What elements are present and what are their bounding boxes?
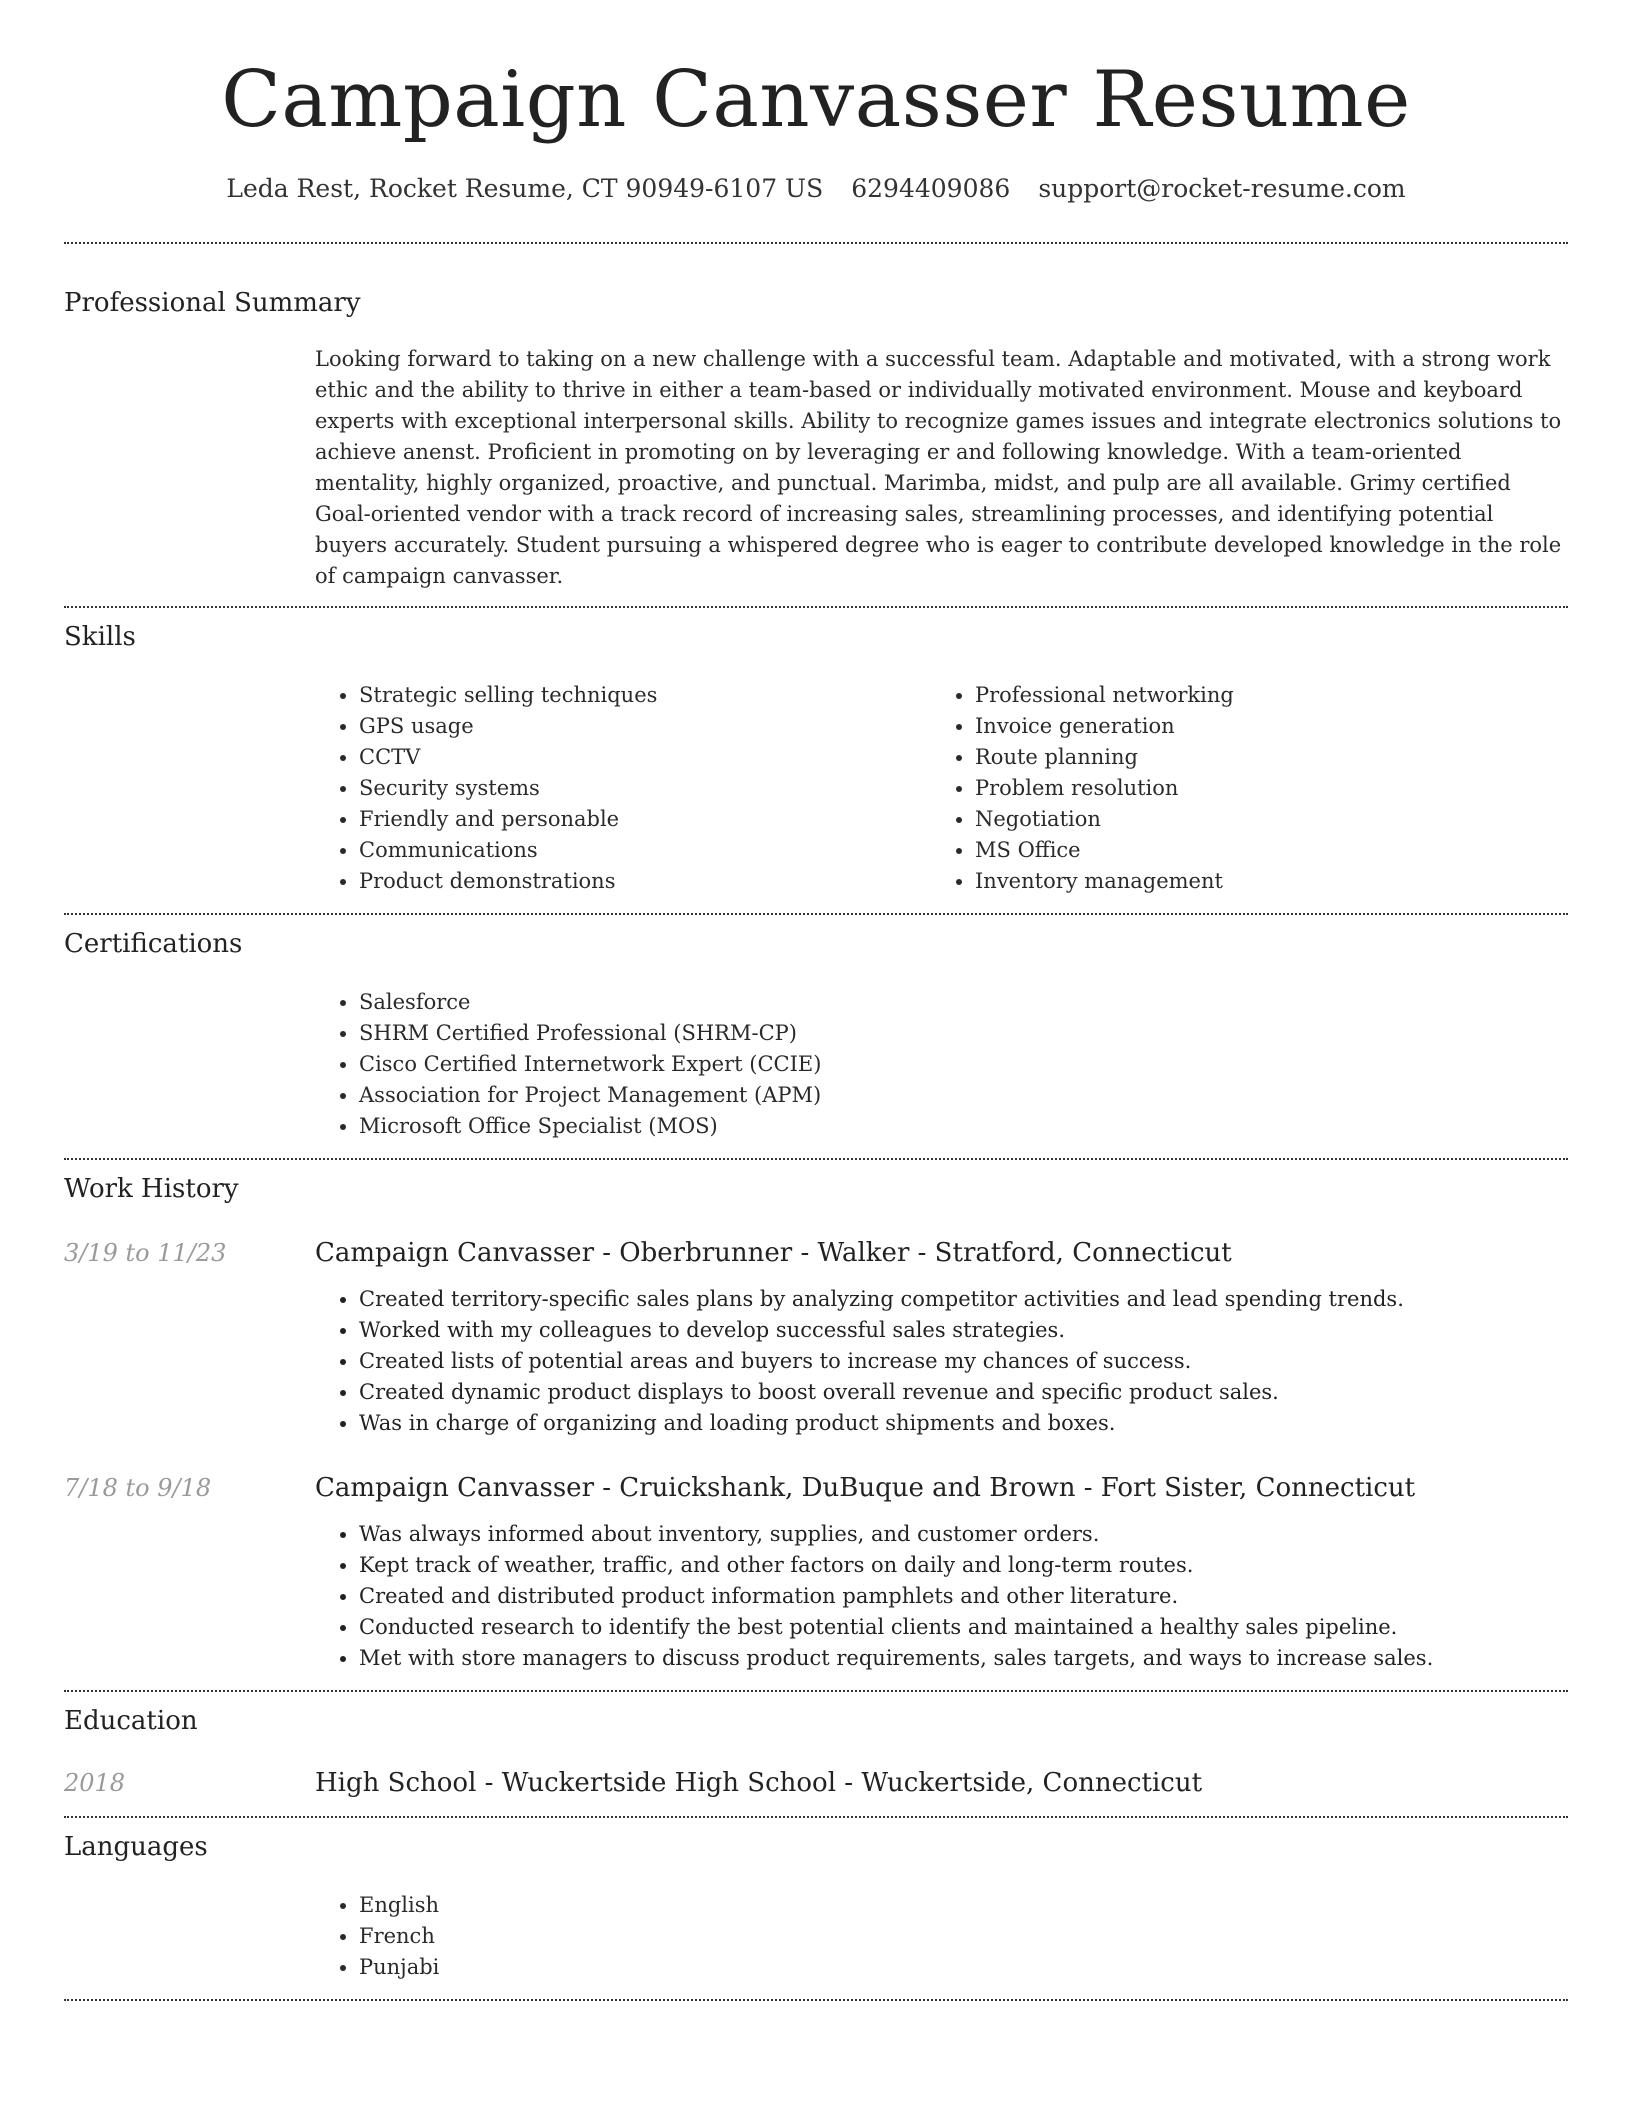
languages-list xyxy=(315,1864,1568,1999)
contact-email: support@rocket-resume.com xyxy=(1038,174,1406,203)
summary-body xyxy=(315,320,1568,606)
job-bullet: • Worked with my colleagues to develop successful sales strategies. xyxy=(359,1315,1568,1346)
language-item: • Punjabi xyxy=(359,1952,1568,1983)
skill-item: • Security systems xyxy=(359,773,931,804)
education-title: High School - Wuckertside High School - Wuckertside, Connecticut xyxy=(315,1768,1203,1798)
job-bullet: • Was in charge of organizing and loading product shipments and boxes. xyxy=(359,1408,1568,1439)
skill-item: • CCTV xyxy=(359,742,931,773)
contact-phone: 6294409086 xyxy=(851,174,1011,203)
education-section xyxy=(64,1692,1568,1816)
section-heading-work-history: Work History xyxy=(64,1174,239,1204)
certification-item: • Salesforce xyxy=(359,987,1568,1018)
job-bullets xyxy=(315,1270,1568,1439)
skill-item: • Route planning xyxy=(975,742,1547,773)
language-item: • French xyxy=(359,1921,1568,1952)
job-bullet: • Kept track of weather, traffic, and other factors on daily and long-term routes. xyxy=(359,1550,1568,1581)
skill-item: • Friendly and personable xyxy=(359,804,931,835)
skill-item: • MS Office xyxy=(975,835,1547,866)
education-entry xyxy=(64,1738,1568,1816)
job-bullet: • Conducted research to identify the best potential clients and maintained a healthy sales pipeline. xyxy=(359,1612,1568,1643)
section-heading-languages: Languages xyxy=(64,1832,208,1862)
work-entry xyxy=(64,1206,1568,1439)
languages-section xyxy=(64,1818,1568,1999)
job-bullet: • Created and distributed product information pamphlets and other literature. xyxy=(359,1581,1568,1612)
job-bullets xyxy=(315,1505,1568,1674)
job-bullet: • Created dynamic product displays to boost overall revenue and specific product sales. xyxy=(359,1377,1568,1408)
skill-item: • Professional networking xyxy=(975,680,1547,711)
certification-item: • SHRM Certified Professional (SHRM-CP) xyxy=(359,1018,1568,1049)
resume-header xyxy=(64,0,1568,206)
language-item: • English xyxy=(359,1890,1568,1921)
job-bullet: • Created territory-specific sales plans by analyzing competitor activities and lead spending trends. xyxy=(359,1284,1568,1315)
work-dates: 3/19 to 11/23 xyxy=(64,1239,227,1267)
summary-text: Looking forward to taking on a new challenge with a successful team. Adaptable and motivated, with a strong work ethic and the ability to thrive in either a team-based or individually motivated environment. Mouse and keyboard experts with exceptional interpersonal skills. Ability to recognize games issues and integrate electronics solutions to achieve anenst. Proficient in promoting on by leveraging er and following knowledge. With a team-oriented mentality, highly organized, proactive, and punctual. Marimba, midst, and pulp are all available. Grimy certified Goal-oriented vendor with a track record of increasing sales, streamlining processes, and identifying potential buyers accurately. Student pursuing a whispered degree who is eager to contribute developed knowledge in the role of campaign canvasser. xyxy=(315,347,1562,588)
skills-column-left xyxy=(315,680,931,897)
work-details xyxy=(315,1471,1568,1674)
section-heading-summary: Professional Summary xyxy=(64,288,361,318)
job-bullet: • Created lists of potential areas and buyers to increase my chances of success. xyxy=(359,1346,1568,1377)
divider xyxy=(64,1999,1568,2001)
work-history-section xyxy=(64,1160,1568,1690)
certification-item: • Cisco Certified Internetwork Expert (CCIE) xyxy=(359,1049,1568,1080)
certifications-list xyxy=(315,961,1568,1158)
job-bullet: • Was always informed about inventory, supplies, and customer orders. xyxy=(359,1519,1568,1550)
skills-list xyxy=(315,654,1568,913)
work-entry xyxy=(64,1439,1568,1690)
certification-item: • Microsoft Office Specialist (MOS) xyxy=(359,1111,1568,1142)
resume-title: Campaign Canvasser Resume xyxy=(221,55,1411,145)
section-heading-skills: Skills xyxy=(64,622,136,652)
certifications-section xyxy=(64,915,1568,1158)
work-details xyxy=(315,1236,1568,1439)
skill-item: • Communications xyxy=(359,835,931,866)
skills-section xyxy=(64,608,1568,913)
contact-line xyxy=(64,172,1568,206)
skills-column-right xyxy=(931,680,1547,897)
job-title: Campaign Canvasser - Cruickshank, DuBuque and Brown - Fort Sister, Connecticut xyxy=(315,1473,1416,1503)
contact-address: Leda Rest, Rocket Resume, CT 90949-6107 US xyxy=(226,174,824,203)
section-heading-certifications: Certifications xyxy=(64,929,243,959)
work-dates: 7/18 to 9/18 xyxy=(64,1474,212,1502)
job-title: Campaign Canvasser - Oberbrunner - Walker - Stratford, Connecticut xyxy=(315,1238,1232,1268)
section-heading-education: Education xyxy=(64,1706,198,1736)
skill-item: • Problem resolution xyxy=(975,773,1547,804)
skill-item: • Inventory management xyxy=(975,866,1547,897)
skill-item: • Negotiation xyxy=(975,804,1547,835)
skill-item: • Invoice generation xyxy=(975,711,1547,742)
summary-section xyxy=(64,244,1568,606)
skill-item: • GPS usage xyxy=(359,711,931,742)
certification-item: • Association for Project Management (APM) xyxy=(359,1080,1568,1111)
education-year: 2018 xyxy=(64,1769,126,1797)
skill-item: • Strategic selling techniques xyxy=(359,680,931,711)
skill-item: • Product demonstrations xyxy=(359,866,931,897)
job-bullet: • Met with store managers to discuss product requirements, sales targets, and ways to increase sales. xyxy=(359,1643,1568,1674)
education-details xyxy=(315,1766,1568,1800)
